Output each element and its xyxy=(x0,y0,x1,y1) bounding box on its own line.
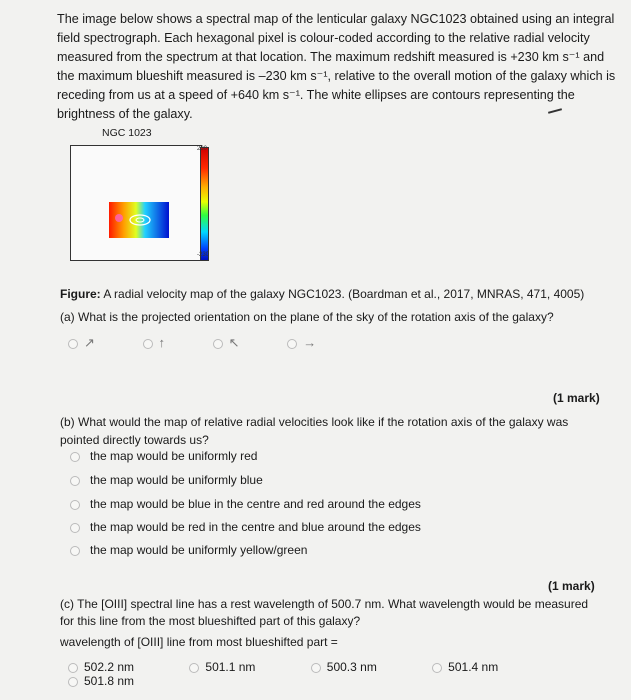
option-c-2[interactable]: 501.1 nm xyxy=(189,660,281,674)
option-b-4[interactable]: the map would be red in the centre and blue around the edges xyxy=(70,520,421,534)
question-a: (a) What is the projected orientation on the plane of the sky of the rotation axis of the galaxy? xyxy=(60,310,554,324)
caption-label: Figure: xyxy=(60,287,101,301)
option-b-1[interactable]: the map would be uniformly red xyxy=(70,449,257,463)
question-c-options xyxy=(68,660,631,688)
option-a-4[interactable]: → xyxy=(287,335,338,350)
option-b-3[interactable]: the map would be blue in the centre and red around the edges xyxy=(70,497,421,511)
option-a-1[interactable]: ↗ xyxy=(68,335,117,351)
mark-a: (1 mark) xyxy=(553,391,600,405)
figure-title: NGC 1023 xyxy=(102,127,152,139)
option-a-2[interactable]: ↑ xyxy=(143,335,188,350)
option-b-5[interactable]: the map would be uniformly yellow/green xyxy=(70,543,307,557)
option-a-3[interactable]: ↖ xyxy=(213,335,262,351)
galaxy-velocity-map xyxy=(109,202,169,238)
question-c: (c) The [OIII] spectral line has a rest wavelength of 500.7 nm. What wavelength would be measured for this line from the most blueshifted part of this galaxy? xyxy=(60,597,589,628)
map-frame xyxy=(70,145,202,261)
mark-b: (1 mark) xyxy=(548,579,595,593)
velocity-map-figure xyxy=(68,127,238,267)
colorbar-max-label: 230 xyxy=(197,146,208,152)
option-c-4[interactable]: 501.4 nm xyxy=(432,660,524,674)
question-a-options xyxy=(68,335,360,351)
answer-label: wavelength of [OIII] line from most blueshifted part = xyxy=(60,635,338,649)
caption-text: A radial velocity map of the galaxy NGC1023. (Boardman et al., 2017, MNRAS, 471, 4005) xyxy=(100,287,585,301)
option-c-1[interactable]: 502.2 nm xyxy=(68,660,160,674)
figure-caption xyxy=(60,287,584,301)
colorbar-min-label: -230 xyxy=(197,252,210,258)
option-c-3[interactable]: 500.3 nm xyxy=(311,660,403,674)
option-c-5[interactable]: 501.8 nm xyxy=(68,674,160,688)
velocity-colorbar xyxy=(200,147,209,261)
option-b-2[interactable]: the map would be uniformly blue xyxy=(70,473,263,487)
question-b: (b) What would the map of relative radial velocities look like if the rotation axis of the galaxy was pointed directly towards us? xyxy=(60,415,569,447)
intro-paragraph: The image below shows a spectral map of the lenticular galaxy NGC1023 obtained using an integral field spectrograph. Each hexagonal pixel is colour-coded according to the relative radial velocity measured from the spectrum at that location. The maximum redshift measured is +230 km s⁻¹ and the maximum blueshift measured is –230 km s⁻¹, relative to the overall motion of the galaxy which is receding from us at a speed of +640 km s⁻¹. The white ellipses are contours representing the brightness of the galaxy. xyxy=(57,12,616,121)
